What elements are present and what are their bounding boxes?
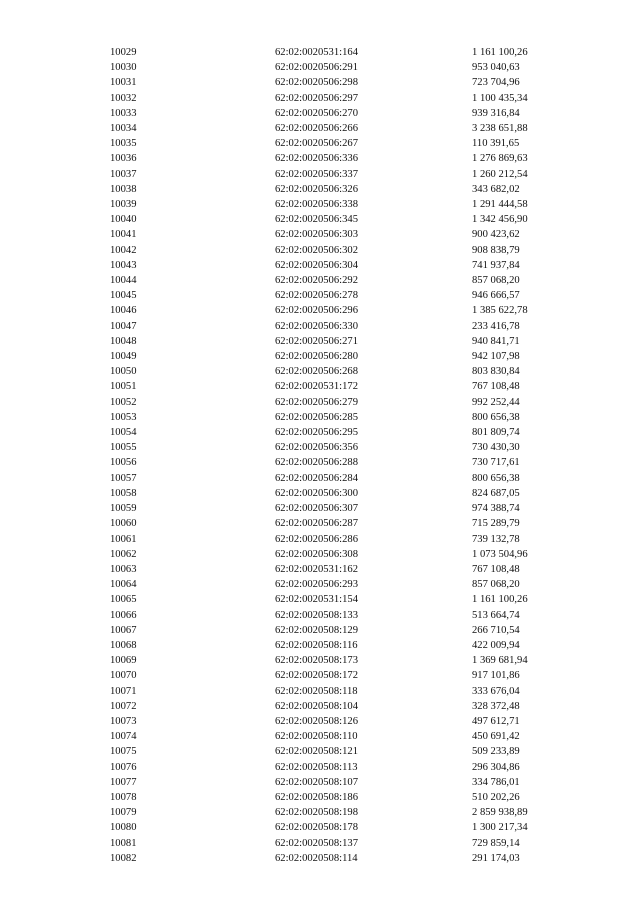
row-number-cell: 10081 xyxy=(110,837,137,849)
row-number-cell: 10079 xyxy=(110,807,137,819)
row-number-cell: 10072 xyxy=(110,700,137,712)
cadastral-number-cell: 62:02:0020506:279 xyxy=(275,396,358,408)
row-number-cell: 10059 xyxy=(110,503,137,515)
row-number-cell: 10050 xyxy=(110,366,137,378)
row-number-cell: 10047 xyxy=(110,320,137,332)
table-row xyxy=(110,851,580,866)
cadastral-value-cell: 767 108,48 xyxy=(472,563,520,575)
cadastral-number-cell: 62:02:0020506:337 xyxy=(275,168,358,180)
cadastral-value-cell: 450 691,42 xyxy=(472,731,520,743)
cadastral-value-cell: 917 101,86 xyxy=(472,670,520,682)
table-row xyxy=(110,729,580,744)
table-row xyxy=(110,334,580,349)
cadastral-value-cell: 266 710,54 xyxy=(472,624,520,636)
table-row xyxy=(110,577,580,592)
row-number-cell: 10076 xyxy=(110,761,137,773)
table-row xyxy=(110,258,580,273)
cadastral-value-cell: 939 316,84 xyxy=(472,107,520,119)
table-row xyxy=(110,349,580,364)
row-number-cell: 10062 xyxy=(110,548,137,560)
row-number-cell: 10046 xyxy=(110,305,137,317)
cadastral-value-cell: 940 841,71 xyxy=(472,335,520,347)
row-number-cell: 10075 xyxy=(110,746,137,758)
row-number-cell: 10035 xyxy=(110,138,137,150)
table-row xyxy=(110,75,580,90)
cadastral-number-cell: 62:02:0020506:292 xyxy=(275,275,358,287)
cadastral-number-cell: 62:02:0020531:154 xyxy=(275,594,358,606)
table-row xyxy=(110,121,580,136)
table-row xyxy=(110,167,580,182)
cadastral-number-cell: 62:02:0020508:198 xyxy=(275,807,358,819)
row-number-cell: 10060 xyxy=(110,518,137,530)
cadastral-value-cell: 730 717,61 xyxy=(472,457,520,469)
cadastral-value-cell: 1 161 100,26 xyxy=(472,47,528,58)
table-row xyxy=(110,836,580,851)
cadastral-value-cell: 974 388,74 xyxy=(472,503,520,515)
row-number-cell: 10068 xyxy=(110,639,137,651)
cadastral-number-cell: 62:02:0020506:336 xyxy=(275,153,358,165)
cadastral-number-cell: 62:02:0020506:307 xyxy=(275,503,358,515)
cadastral-number-cell: 62:02:0020508:126 xyxy=(275,715,358,727)
cadastral-value-cell: 908 838,79 xyxy=(472,244,520,256)
cadastral-number-cell: 62:02:0020506:326 xyxy=(275,183,358,195)
row-number-cell: 10073 xyxy=(110,715,137,727)
cadastral-number-cell: 62:02:0020506:345 xyxy=(275,214,358,226)
cadastral-value-cell: 110 391,65 xyxy=(472,138,520,150)
table-row xyxy=(110,106,580,121)
row-number-cell: 10051 xyxy=(110,381,137,393)
row-number-cell: 10037 xyxy=(110,168,137,180)
table-row xyxy=(110,243,580,258)
row-number-cell: 10063 xyxy=(110,563,137,575)
table-row xyxy=(110,592,580,607)
cadastral-value-cell: 1 291 444,58 xyxy=(472,199,528,211)
cadastral-number-cell: 62:02:0020508:113 xyxy=(275,761,358,773)
row-number-cell: 10029 xyxy=(110,47,137,58)
cadastral-number-cell: 62:02:0020506:268 xyxy=(275,366,358,378)
row-number-cell: 10039 xyxy=(110,199,137,211)
cadastral-number-cell: 62:02:0020508:172 xyxy=(275,670,358,682)
cadastral-value-cell: 1 260 212,54 xyxy=(472,168,528,180)
cadastral-number-cell: 62:02:0020508:133 xyxy=(275,609,358,621)
row-number-cell: 10042 xyxy=(110,244,137,256)
cadastral-number-cell: 62:02:0020506:308 xyxy=(275,548,358,560)
cadastral-value-cell: 857 068,20 xyxy=(472,579,520,591)
cadastral-number-cell: 62:02:0020506:285 xyxy=(275,411,358,423)
cadastral-value-cell: 992 252,44 xyxy=(472,396,520,408)
row-number-cell: 10066 xyxy=(110,609,137,621)
cadastral-value-cell: 497 612,71 xyxy=(472,715,520,727)
cadastral-value-cell: 328 372,48 xyxy=(472,700,520,712)
cadastral-value-cell: 513 664,74 xyxy=(472,609,520,621)
cadastral-number-cell: 62:02:0020506:303 xyxy=(275,229,358,241)
table-row xyxy=(110,45,580,60)
cadastral-number-cell: 62:02:0020506:338 xyxy=(275,199,358,211)
table-row xyxy=(110,197,580,212)
cadastral-value-cell: 953 040,63 xyxy=(472,62,520,74)
cadastral-value-cell: 333 676,04 xyxy=(472,685,520,697)
table-row xyxy=(110,486,580,501)
row-number-cell: 10038 xyxy=(110,183,137,195)
table-row xyxy=(110,227,580,242)
cadastral-number-cell: 62:02:0020508:114 xyxy=(275,852,358,864)
cadastral-value-cell: 715 289,79 xyxy=(472,518,520,530)
cadastral-value-cell: 509 233,89 xyxy=(472,746,520,758)
table-row xyxy=(110,395,580,410)
table-row xyxy=(110,623,580,638)
table-row xyxy=(110,471,580,486)
cadastral-value-cell: 723 704,96 xyxy=(472,77,520,89)
cadastral-value-cell: 824 687,05 xyxy=(472,487,520,499)
cadastral-value-cell: 3 238 651,88 xyxy=(472,123,528,135)
cadastral-value-cell: 1 300 217,34 xyxy=(472,822,528,834)
table-row xyxy=(110,364,580,379)
row-number-cell: 10036 xyxy=(110,153,137,165)
cadastral-number-cell: 62:02:0020508:107 xyxy=(275,776,358,788)
row-number-cell: 10065 xyxy=(110,594,137,606)
row-number-cell: 10077 xyxy=(110,776,137,788)
table-row xyxy=(110,410,580,425)
cadastral-value-cell: 296 304,86 xyxy=(472,761,520,773)
table-row xyxy=(110,775,580,790)
table-row xyxy=(110,455,580,470)
cadastral-number-cell: 62:02:0020508:104 xyxy=(275,700,358,712)
table-row xyxy=(110,790,580,805)
row-number-cell: 10040 xyxy=(110,214,137,226)
cadastral-number-cell: 62:02:0020506:304 xyxy=(275,259,358,271)
cadastral-number-cell: 62:02:0020508:118 xyxy=(275,685,358,697)
cadastral-value-cell: 803 830,84 xyxy=(472,366,520,378)
cadastral-number-cell: 62:02:0020506:330 xyxy=(275,320,358,332)
cadastral-value-cell: 1 276 869,63 xyxy=(472,153,528,165)
row-number-cell: 10043 xyxy=(110,259,137,271)
table-row xyxy=(110,212,580,227)
cadastral-number-cell: 62:02:0020508:173 xyxy=(275,655,358,667)
row-number-cell: 10054 xyxy=(110,427,137,439)
cadastral-value-cell: 1 100 435,34 xyxy=(472,92,528,104)
cadastral-value-cell: 510 202,26 xyxy=(472,791,520,803)
cadastral-value-cell: 334 786,01 xyxy=(472,776,520,788)
cadastral-value-cell: 857 068,20 xyxy=(472,275,520,287)
row-number-cell: 10033 xyxy=(110,107,137,119)
cadastral-number-cell: 62:02:0020508:129 xyxy=(275,624,358,636)
row-number-cell: 10031 xyxy=(110,77,137,89)
table-row xyxy=(110,319,580,334)
cadastral-number-cell: 62:02:0020506:267 xyxy=(275,138,358,150)
table-row xyxy=(110,151,580,166)
table-row xyxy=(110,668,580,683)
row-number-cell: 10034 xyxy=(110,123,137,135)
row-number-cell: 10078 xyxy=(110,791,137,803)
cadastral-value-cell: 1 073 504,96 xyxy=(472,548,528,560)
cadastral-value-cell: 2 859 938,89 xyxy=(472,807,528,819)
cadastral-value-cell: 767 108,48 xyxy=(472,381,520,393)
cadastral-value-cell: 343 682,02 xyxy=(472,183,520,195)
cadastral-number-cell: 62:02:0020506:295 xyxy=(275,427,358,439)
cadastral-value-cell: 729 859,14 xyxy=(472,837,520,849)
table-row xyxy=(110,820,580,835)
cadastral-number-cell: 62:02:0020506:286 xyxy=(275,533,358,545)
cadastral-number-cell: 62:02:0020506:270 xyxy=(275,107,358,119)
row-number-cell: 10045 xyxy=(110,290,137,302)
row-number-cell: 10055 xyxy=(110,442,137,454)
cadastral-value-cell: 1 161 100,26 xyxy=(472,594,528,606)
row-number-cell: 10056 xyxy=(110,457,137,469)
cadastral-number-cell: 62:02:0020506:300 xyxy=(275,487,358,499)
row-number-cell: 10064 xyxy=(110,579,137,591)
cadastral-number-cell: 62:02:0020506:284 xyxy=(275,472,358,484)
cadastral-number-cell: 62:02:0020508:137 xyxy=(275,837,358,849)
table-row xyxy=(110,60,580,75)
row-number-cell: 10044 xyxy=(110,275,137,287)
cadastral-number-cell: 62:02:0020506:278 xyxy=(275,290,358,302)
table-row xyxy=(110,136,580,151)
table-row xyxy=(110,684,580,699)
row-number-cell: 10061 xyxy=(110,533,137,545)
cadastral-number-cell: 62:02:0020506:291 xyxy=(275,62,358,74)
cadastral-number-cell: 62:02:0020508:186 xyxy=(275,791,358,803)
cadastral-number-cell: 62:02:0020506:266 xyxy=(275,123,358,135)
row-number-cell: 10082 xyxy=(110,852,137,864)
cadastral-value-cell: 233 416,78 xyxy=(472,320,520,332)
cadastral-number-cell: 62:02:0020506:356 xyxy=(275,442,358,454)
table-row xyxy=(110,744,580,759)
table-row xyxy=(110,303,580,318)
cadastral-value-cell: 1 385 622,78 xyxy=(472,305,528,317)
cadastral-number-cell: 62:02:0020506:297 xyxy=(275,92,358,104)
table-row xyxy=(110,379,580,394)
table-row xyxy=(110,653,580,668)
cadastral-value-cell: 741 937,84 xyxy=(472,259,520,271)
table-row xyxy=(110,288,580,303)
cadastral-value-cell: 730 430,30 xyxy=(472,442,520,454)
row-number-cell: 10049 xyxy=(110,351,137,363)
cadastral-number-cell: 62:02:0020508:116 xyxy=(275,639,358,651)
row-number-cell: 10030 xyxy=(110,62,137,74)
cadastral-value-cell: 1 342 456,90 xyxy=(472,214,528,226)
table-row xyxy=(110,805,580,820)
row-number-cell: 10058 xyxy=(110,487,137,499)
table-row xyxy=(110,699,580,714)
cadastral-value-cell: 800 656,38 xyxy=(472,472,520,484)
row-number-cell: 10067 xyxy=(110,624,137,636)
cadastral-value-cell: 800 656,38 xyxy=(472,411,520,423)
cadastral-value-cell: 942 107,98 xyxy=(472,351,520,363)
cadastral-number-cell: 62:02:0020531:162 xyxy=(275,563,358,575)
row-number-cell: 10032 xyxy=(110,92,137,104)
cadastral-number-cell: 62:02:0020506:288 xyxy=(275,457,358,469)
row-number-cell: 10053 xyxy=(110,411,137,423)
row-number-cell: 10069 xyxy=(110,655,137,667)
cadastral-number-cell: 62:02:0020531:172 xyxy=(275,381,358,393)
row-number-cell: 10057 xyxy=(110,472,137,484)
cadastral-value-cell: 946 666,57 xyxy=(472,290,520,302)
row-number-cell: 10070 xyxy=(110,670,137,682)
row-number-cell: 10080 xyxy=(110,822,137,834)
cadastral-number-cell: 62:02:0020508:178 xyxy=(275,822,358,834)
table-row xyxy=(110,760,580,775)
cadastral-number-cell: 62:02:0020508:121 xyxy=(275,746,358,758)
row-number-cell: 10048 xyxy=(110,335,137,347)
table-row xyxy=(110,425,580,440)
row-number-cell: 10074 xyxy=(110,731,137,743)
table-row xyxy=(110,516,580,531)
cadastral-number-cell: 62:02:0020506:287 xyxy=(275,518,358,530)
cadastral-number-cell: 62:02:0020508:110 xyxy=(275,731,358,743)
cadastral-number-cell: 62:02:0020506:271 xyxy=(275,335,358,347)
row-number-cell: 10071 xyxy=(110,685,137,697)
cadastral-number-cell: 62:02:0020506:293 xyxy=(275,579,358,591)
cadastral-value-cell: 422 009,94 xyxy=(472,639,520,651)
cadastral-value-cell: 1 369 681,94 xyxy=(472,655,528,667)
table-row xyxy=(110,547,580,562)
cadastral-value-table xyxy=(110,45,580,866)
table-row xyxy=(110,714,580,729)
table-row xyxy=(110,182,580,197)
cadastral-number-cell: 62:02:0020506:298 xyxy=(275,77,358,89)
cadastral-value-cell: 801 809,74 xyxy=(472,427,520,439)
table-body xyxy=(110,45,580,866)
cadastral-number-cell: 62:02:0020531:164 xyxy=(275,47,358,58)
table-row xyxy=(110,638,580,653)
cadastral-number-cell: 62:02:0020506:302 xyxy=(275,244,358,256)
table-row xyxy=(110,91,580,106)
cadastral-value-cell: 739 132,78 xyxy=(472,533,520,545)
cadastral-value-cell: 900 423,62 xyxy=(472,229,520,241)
table-row xyxy=(110,532,580,547)
table-row xyxy=(110,440,580,455)
table-row xyxy=(110,273,580,288)
cadastral-number-cell: 62:02:0020506:280 xyxy=(275,351,358,363)
row-number-cell: 10041 xyxy=(110,229,137,241)
table-row xyxy=(110,608,580,623)
table-row xyxy=(110,562,580,577)
row-number-cell: 10052 xyxy=(110,396,137,408)
cadastral-number-cell: 62:02:0020506:296 xyxy=(275,305,358,317)
cadastral-value-cell: 291 174,03 xyxy=(472,852,520,864)
table-row xyxy=(110,501,580,516)
